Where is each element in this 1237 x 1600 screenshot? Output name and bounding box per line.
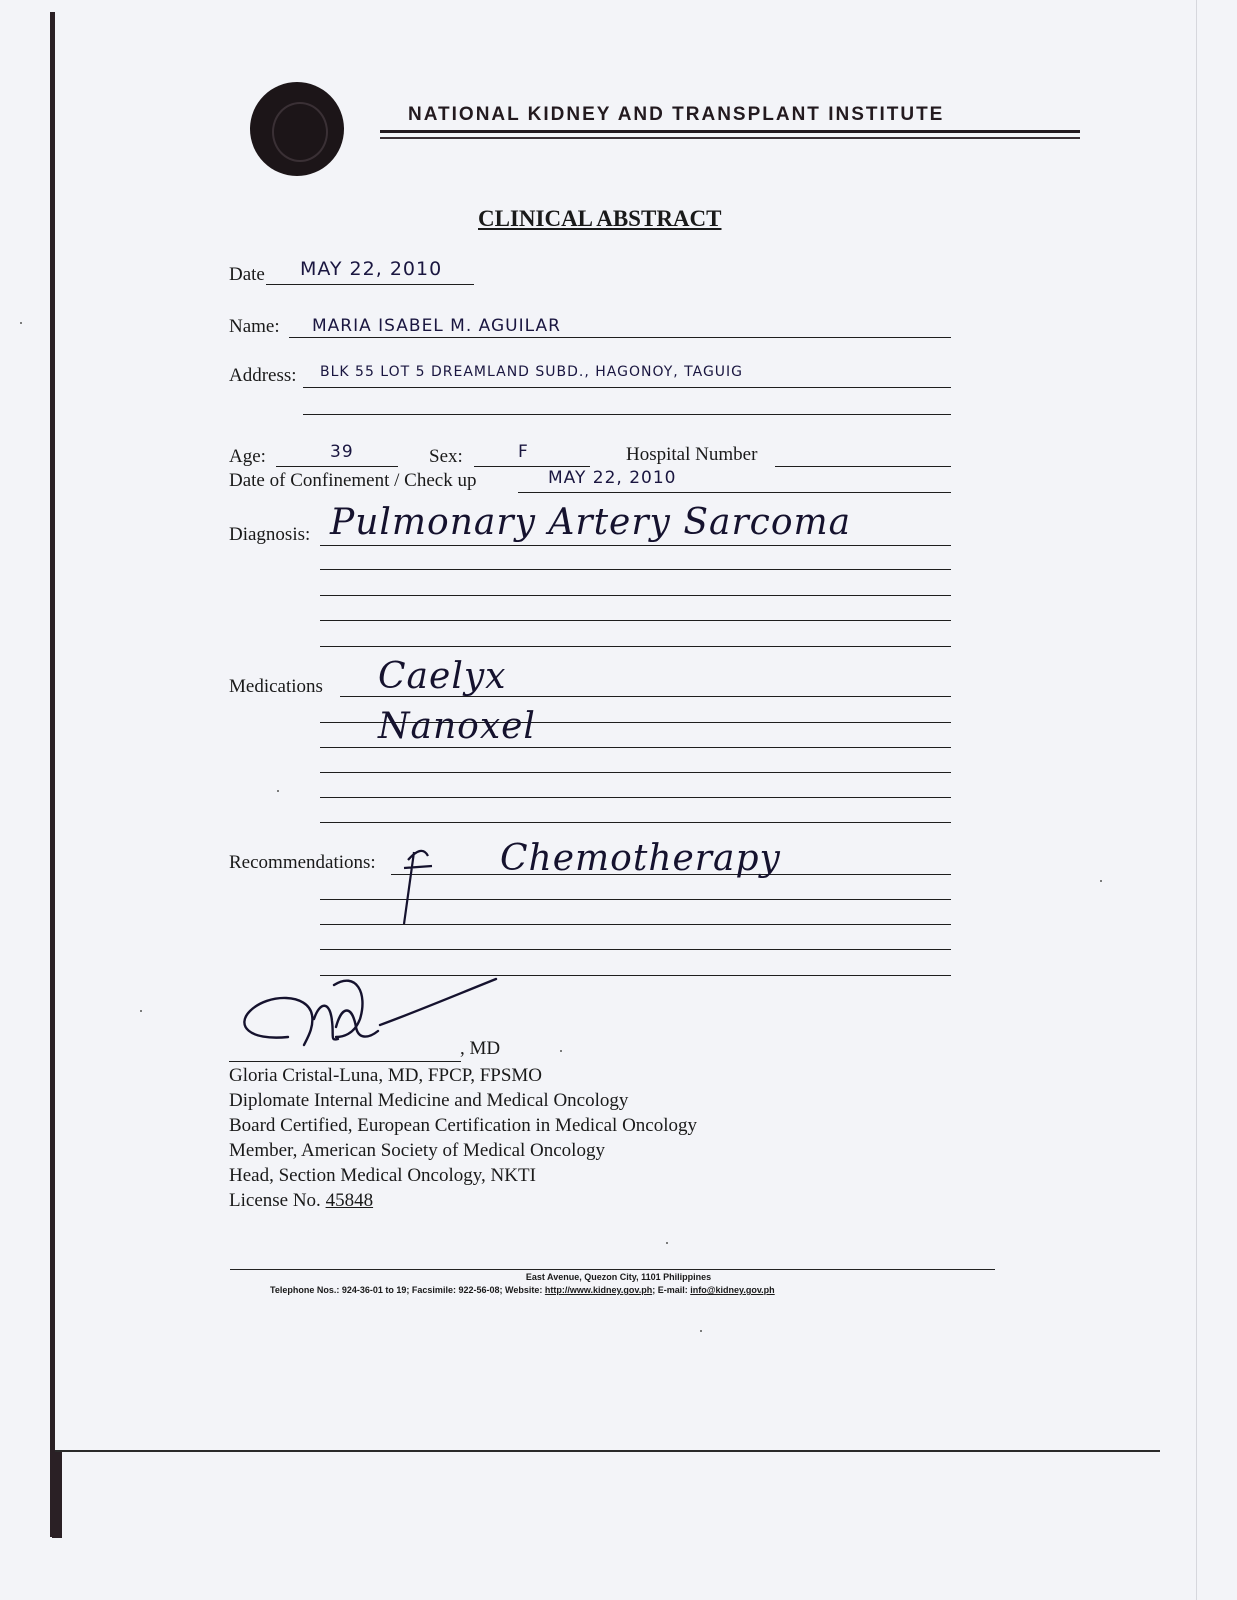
medication-value-2: Nanoxel	[378, 706, 536, 747]
address-line-2	[303, 414, 951, 415]
age-value: 39	[330, 442, 354, 462]
footer-rule	[230, 1269, 995, 1270]
page-title: CLINICAL ABSTRACT	[478, 206, 722, 231]
facsimile-value: 922-56-08;	[458, 1285, 503, 1295]
diagnosis-label: Diagnosis:	[229, 524, 311, 545]
name-label: Name:	[229, 316, 280, 337]
scan-speck	[666, 1242, 668, 1244]
sex-label: Sex:	[429, 446, 463, 467]
telephone-value: 924-36-01 to 19;	[341, 1285, 410, 1295]
doctor-credential-2: Board Certified, European Certification in Medical Oncology	[229, 1115, 697, 1136]
scan-speck	[140, 1010, 142, 1012]
diagnosis-line-4	[320, 620, 951, 621]
hospital-number-line	[775, 466, 951, 467]
doctor-credential-1: Diplomate Internal Medicine and Medical Oncology	[229, 1090, 629, 1111]
header-rule	[380, 130, 1080, 133]
md-suffix: , MD	[460, 1038, 501, 1059]
scan-edge-bottom	[55, 1450, 1160, 1452]
scan-speck	[1100, 880, 1102, 882]
diagnosis-line-5	[320, 646, 951, 647]
sex-value: F	[518, 442, 529, 462]
doctor-name: Gloria Cristal-Luna, MD, FPCP, FPSMO	[229, 1065, 543, 1086]
scan-speck	[560, 1050, 562, 1052]
medications-label: Medications	[229, 676, 323, 697]
recommendations-label: Recommendations:	[229, 852, 376, 873]
header-rule-secondary	[380, 137, 1080, 139]
scan-speck	[700, 1330, 702, 1332]
diagnosis-line-3	[320, 595, 951, 596]
date-value: MAY 22, 2010	[300, 258, 443, 280]
scan-speck	[20, 322, 22, 324]
website-link[interactable]: http://www.kidney.gov.ph	[544, 1285, 653, 1295]
address-label: Address:	[229, 365, 297, 386]
medication-value-1: Caelyx	[378, 656, 507, 697]
diagnosis-value: Pulmonary Artery Sarcoma	[330, 502, 852, 543]
license-label: License No.	[229, 1190, 321, 1211]
institute-name: NATIONAL KIDNEY AND TRANSPLANT INSTITUTE	[408, 104, 945, 125]
footer-address: East Avenue, Quezon City, 1101 Philippines	[525, 1272, 712, 1282]
license-value: 45848	[325, 1190, 374, 1211]
email-label: ; E-mail:	[652, 1285, 688, 1295]
doctor-credential-4: Head, Section Medical Oncology, NKTI	[229, 1165, 536, 1186]
recommendations-line-4	[320, 949, 951, 950]
medications-line-3	[320, 747, 951, 748]
sex-line	[474, 466, 590, 467]
medications-line-4	[320, 772, 951, 773]
signature-line	[229, 1061, 461, 1062]
address-value: BLK 55 LOT 5 DREAMLAND SUBD., HAGONOY, TAGUIG	[320, 364, 744, 380]
diagnosis-line-2	[320, 569, 951, 570]
date-line	[266, 284, 474, 285]
doctor-credential-3: Member, American Society of Medical Oncology	[229, 1140, 605, 1161]
medications-line-6	[320, 822, 951, 823]
confinement-label: Date of Confinement / Check up	[229, 470, 477, 491]
website-label: Website:	[505, 1285, 543, 1295]
facsimile-label: Facsimile:	[411, 1285, 456, 1295]
email-link[interactable]: info@kidney.gov.ph	[690, 1285, 775, 1295]
name-line	[289, 337, 951, 338]
scan-edge-left-thick	[52, 1450, 62, 1538]
confinement-value: MAY 22, 2010	[548, 468, 677, 488]
confinement-line	[518, 492, 951, 493]
license-line	[229, 1190, 373, 1212]
telephone-label: Telephone Nos.:	[270, 1285, 340, 1295]
hospital-number-label: Hospital Number	[626, 444, 758, 465]
diagnosis-line-1	[320, 545, 951, 546]
address-line-1	[303, 387, 951, 388]
footer-contacts	[270, 1285, 960, 1295]
recommendations-value: Chemotherapy	[500, 838, 781, 879]
name-value: MARIA ISABEL M. AGUILAR	[312, 316, 561, 336]
age-line	[276, 466, 398, 467]
institute-seal-icon	[250, 82, 344, 176]
age-label: Age:	[229, 446, 266, 467]
scan-edge-left	[50, 12, 55, 1537]
recommendation-rx-mark	[398, 838, 438, 928]
scan-speck	[277, 790, 279, 792]
medications-line-5	[320, 797, 951, 798]
page-edge-right	[1196, 0, 1197, 1600]
date-label: Date	[229, 264, 265, 285]
